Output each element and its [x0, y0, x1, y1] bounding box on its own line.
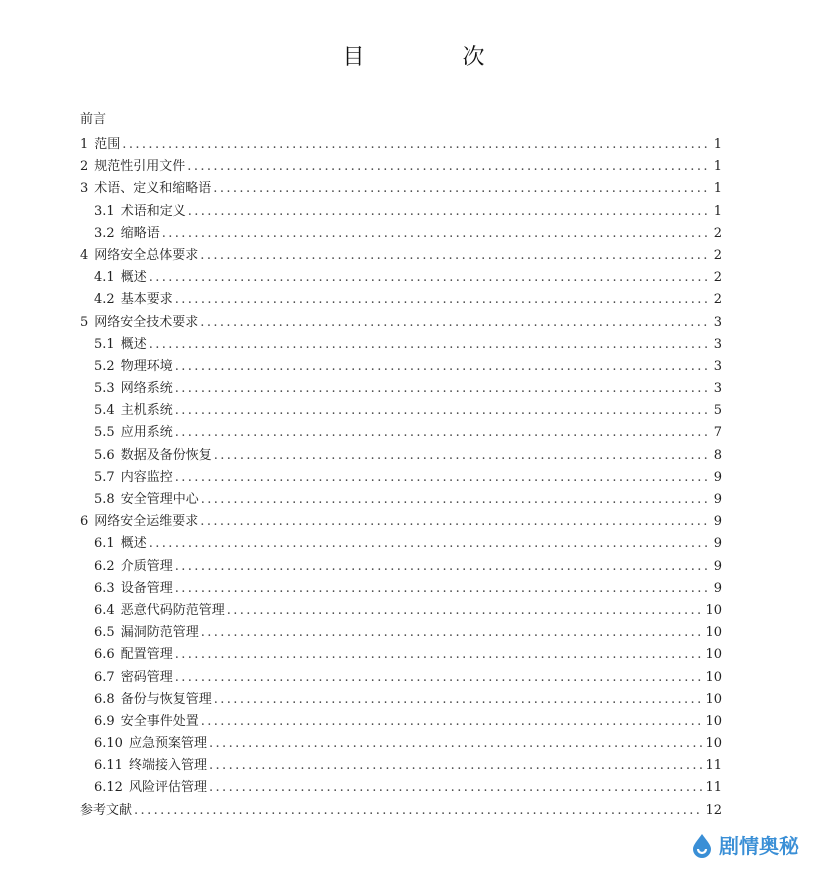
- toc-entry[interactable]: [80, 201, 722, 223]
- toc-entry-title: 参考文献: [80, 802, 133, 818]
- toc-entry-number: 5: [80, 314, 89, 330]
- toc-entry[interactable]: [80, 156, 722, 178]
- toc-entry[interactable]: [80, 178, 722, 200]
- page-title: 目 次: [342, 45, 523, 70]
- toc-entry-page: 9: [713, 580, 722, 596]
- toc-entry-number: 5.2: [94, 358, 115, 374]
- watermark-logo: [689, 830, 799, 859]
- toc-entry-number: 6.2: [94, 558, 115, 574]
- toc-entry-page: 8: [713, 447, 722, 463]
- toc-entry[interactable]: [80, 511, 722, 533]
- toc-entry-number: 4.2: [94, 292, 115, 308]
- dot-leader: [187, 156, 710, 178]
- toc-entry-title: 规范性引用文件: [94, 159, 186, 175]
- toc-entry-number: 4: [80, 247, 89, 263]
- toc-entry-title: 术语和定义: [120, 203, 186, 219]
- toc-entry-page: 1: [713, 159, 722, 175]
- toc-entry-page: 9: [713, 469, 722, 485]
- toc-entry[interactable]: [80, 533, 722, 555]
- toc-entry-page: 3: [713, 314, 722, 330]
- dot-leader: [175, 578, 710, 600]
- toc-entry[interactable]: [80, 755, 722, 777]
- dot-leader: [201, 711, 704, 733]
- toc-entry-number: 6.11: [94, 758, 123, 774]
- toc-entry-title: 缩略语: [120, 225, 160, 241]
- dot-leader: [162, 223, 710, 245]
- toc-entry[interactable]: [80, 800, 722, 822]
- toc-entry-number: 4.1: [94, 270, 115, 286]
- toc-entry[interactable]: [80, 467, 722, 489]
- toc-entry-page: 5: [713, 403, 722, 419]
- toc-entry-title: 网络安全运维要求: [94, 514, 199, 530]
- toc-entry-number: 6.5: [94, 625, 115, 641]
- dot-leader: [175, 556, 710, 578]
- drop-logo-icon: [689, 832, 715, 858]
- dot-leader: [209, 755, 703, 777]
- toc-entry-title: 物理环境: [120, 358, 173, 374]
- toc-entry[interactable]: [80, 777, 722, 799]
- toc-entry[interactable]: [80, 267, 722, 289]
- dot-leader: [122, 134, 710, 156]
- toc-entry-number: 6: [80, 514, 89, 530]
- toc-entry[interactable]: [80, 312, 722, 334]
- toc-entry-title: 概述: [120, 336, 147, 352]
- dot-leader: [227, 600, 704, 622]
- toc-entry[interactable]: [80, 134, 722, 156]
- dot-leader: [175, 644, 704, 666]
- toc-entry[interactable]: [80, 289, 722, 311]
- toc-entry[interactable]: [80, 733, 722, 755]
- dot-leader: [175, 422, 710, 444]
- toc-entry-title: 内容监控: [120, 469, 173, 485]
- toc-entry-number: 6.12: [94, 780, 123, 796]
- toc-entry[interactable]: [80, 556, 722, 578]
- toc-entry-number: 6.7: [94, 669, 115, 685]
- dot-leader: [214, 689, 704, 711]
- toc-entry-number: 5.7: [94, 469, 115, 485]
- toc-entry-page: 9: [713, 536, 722, 552]
- toc-entry-number: 6.3: [94, 580, 115, 596]
- watermark-text: 剧情奥秘: [719, 834, 799, 858]
- toc-entry[interactable]: [80, 106, 722, 134]
- toc-entry-page: 10: [705, 625, 722, 641]
- toc-entry[interactable]: [80, 378, 722, 400]
- toc-entry-page: 10: [705, 691, 722, 707]
- dot-leader: [149, 533, 710, 555]
- toc-entry-page: 1: [713, 203, 722, 219]
- dot-leader: [201, 489, 710, 511]
- toc-entry-page: 2: [713, 247, 722, 263]
- toc-entry-number: 6.10: [94, 736, 123, 752]
- toc-entry-page: 11: [705, 758, 722, 774]
- toc-entry[interactable]: [80, 578, 722, 600]
- toc-entry-title: 风险评估管理: [128, 780, 207, 796]
- toc-entry-title: 终端接入管理: [128, 758, 207, 774]
- dot-leader: [134, 800, 703, 822]
- toc-entry[interactable]: [80, 356, 722, 378]
- toc-entry-page: 10: [705, 647, 722, 663]
- toc-entry-page: 3: [713, 336, 722, 352]
- toc-entry-page: 1: [713, 137, 722, 152]
- toc-entry[interactable]: [80, 667, 722, 689]
- dot-leader: [209, 777, 703, 799]
- toc-entry-number: 6.4: [94, 602, 115, 618]
- toc-entry-number: 2: [80, 159, 89, 175]
- toc-entry-title: 范围: [94, 137, 121, 152]
- toc-entry-title: 数据及备份恢复: [120, 447, 212, 463]
- toc-entry-title: 密码管理: [120, 669, 173, 685]
- toc-entry-title: 概述: [120, 270, 147, 286]
- toc-entry-number: 6.1: [94, 536, 115, 552]
- toc-entry-page: 10: [705, 602, 722, 618]
- dot-leader: [209, 733, 703, 755]
- toc-entry-page: 9: [713, 514, 722, 530]
- toc-entry[interactable]: [80, 245, 722, 267]
- toc-entry[interactable]: [80, 489, 722, 511]
- dot-leader: [213, 178, 710, 200]
- toc-entry-number: 3.2: [94, 225, 115, 241]
- toc-entry-page: 3: [713, 358, 722, 374]
- toc-entry-number: 3: [80, 181, 89, 197]
- toc-entry[interactable]: [80, 600, 722, 622]
- toc-entry-title: 应用系统: [120, 425, 173, 441]
- toc-entry-title: 应急预案管理: [128, 736, 207, 752]
- toc-entry-page: 7: [713, 425, 722, 441]
- toc-entry-number: 5.6: [94, 447, 115, 463]
- toc-entry[interactable]: [80, 689, 722, 711]
- dot-leader: [200, 511, 710, 533]
- toc-entry-title: 网络安全总体要求: [94, 247, 199, 263]
- toc-entry-number: 6.8: [94, 691, 115, 707]
- toc-entry-title: 配置管理: [120, 647, 173, 663]
- toc-entry-page: 2: [713, 292, 722, 308]
- toc-entry-page: 10: [705, 669, 722, 685]
- dot-leader: [149, 334, 710, 356]
- toc-entry-number: 5.3: [94, 381, 115, 397]
- toc-entry-number: 5.4: [94, 403, 115, 419]
- toc-entry-title: 安全事件处置: [120, 713, 199, 729]
- toc-entry-page: 10: [705, 736, 722, 752]
- table-of-contents: [80, 106, 722, 822]
- toc-entry[interactable]: [80, 334, 722, 356]
- toc-entry-number: 1: [80, 137, 89, 152]
- toc-entry-title: 备份与恢复管理: [120, 691, 212, 707]
- toc-entry-page: 12: [705, 802, 722, 818]
- dot-leader: [175, 289, 710, 311]
- toc-entry-page: 1: [713, 181, 722, 197]
- toc-entry-page: 2: [713, 225, 722, 241]
- dot-leader: [175, 378, 710, 400]
- toc-entry[interactable]: [80, 422, 722, 444]
- toc-entry-number: 5.1: [94, 336, 115, 352]
- toc-entry-title: 基本要求: [120, 292, 173, 308]
- toc-entry-title: 术语、定义和缩略语: [94, 181, 212, 197]
- toc-entry[interactable]: [80, 445, 722, 467]
- dot-leader: [175, 667, 704, 689]
- toc-entry[interactable]: [80, 622, 722, 644]
- dot-leader: [149, 267, 710, 289]
- toc-entry-title: 设备管理: [120, 580, 173, 596]
- toc-entry-page: 3: [713, 381, 722, 397]
- dot-leader: [175, 400, 710, 422]
- toc-entry-title: 概述: [120, 536, 147, 552]
- toc-entry[interactable]: [80, 644, 722, 666]
- toc-entry-number: 6.9: [94, 713, 115, 729]
- toc-entry-title: 网络系统: [120, 381, 173, 397]
- dot-leader: [201, 622, 704, 644]
- toc-entry-number: 5.8: [94, 492, 115, 507]
- toc-entry-page: 9: [713, 558, 722, 574]
- dot-leader: [200, 312, 710, 334]
- toc-entry-title: 主机系统: [120, 403, 173, 419]
- dot-leader: [200, 245, 710, 267]
- toc-entry[interactable]: [80, 400, 722, 422]
- toc-entry-number: 6.6: [94, 647, 115, 663]
- toc-entry-number: 5.5: [94, 425, 115, 441]
- toc-entry-title: 网络安全技术要求: [94, 314, 199, 330]
- toc-entry[interactable]: [80, 223, 722, 245]
- toc-entry-title: 漏洞防范管理: [120, 625, 199, 641]
- dot-leader: [188, 201, 710, 223]
- dot-leader: [214, 445, 710, 467]
- dot-leader: [175, 356, 710, 378]
- toc-entry-page: 11: [705, 780, 722, 796]
- toc-entry-title: 恶意代码防范管理: [120, 602, 225, 618]
- toc-entry-page: 2: [713, 270, 722, 286]
- dot-leader: [175, 467, 710, 489]
- toc-entry-page: 9: [713, 492, 722, 507]
- toc-entry-title: 安全管理中心: [120, 492, 199, 507]
- toc-entry-number: 3.1: [94, 203, 115, 219]
- toc-entry[interactable]: [80, 711, 722, 733]
- toc-entry-title: 前言: [80, 112, 107, 127]
- toc-entry-page: 10: [705, 713, 722, 729]
- toc-entry-title: 介质管理: [120, 558, 173, 574]
